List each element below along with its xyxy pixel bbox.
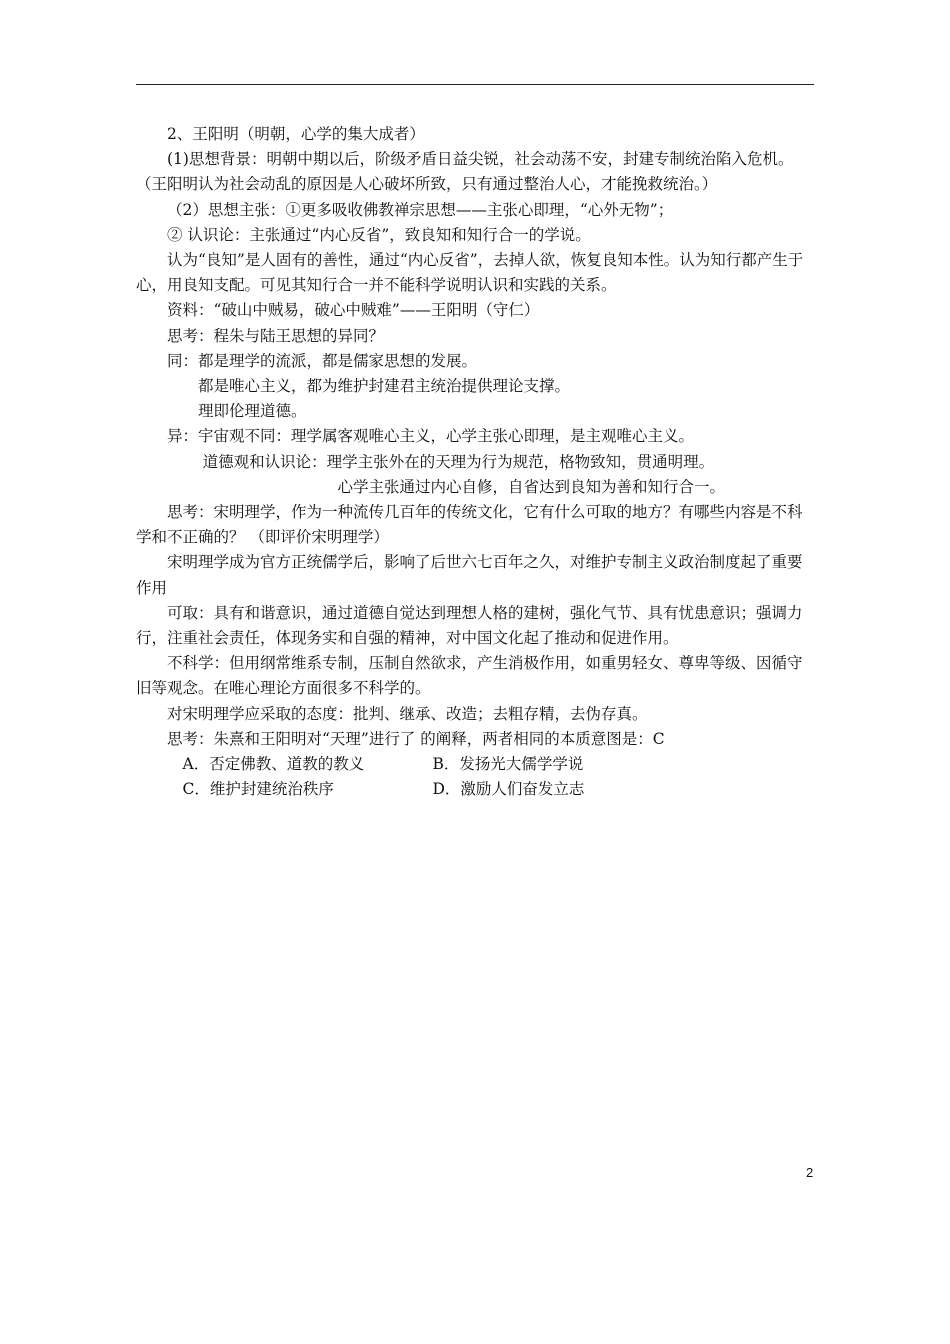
paragraph-epistemology: ② 认识论：主张通过“内心反省”，致良知和知行合一的学说。 [167, 225, 591, 244]
option-b: B．发扬光大儒学学说 [432, 755, 584, 774]
paragraph-question-3: 思考：朱熹和王阳明对“天理”进行了 的阐释，两者相同的本质意图是：C [167, 729, 665, 748]
paragraph-merits: 可取：具有和谐意识，通过道德自觉达到理想人格的建树，强化气节、具有忧患意识；强调力行，注重社会责任，体现务实和自强的精神，对中国文化起了推动和促进作用。 [136, 603, 803, 648]
paragraph-flaws: 不科学：但用纲常维系专制，压制自然欲求，产生消极作用，如重男轻女、尊卑等级、因循守旧等观念。在唯心理论方面很多不科学的。 [136, 654, 803, 698]
page-number: 2 [806, 1165, 814, 1180]
option-a: A．否定佛教、道教的教义 [182, 755, 365, 774]
paragraph-diff-3: 心学主张通过内心自修，自省达到良知为善和知行合一。 [337, 477, 726, 496]
option-c: C．维护封建统治秩序 [182, 780, 334, 799]
paragraph-question-2: 思考：宋明理学，作为一种流传几百年的传统文化，它有什么可取的地方？有哪些内容是不科学和不正确的？ （即评价宋明理学） [136, 503, 803, 547]
options-row-1 [136, 752, 816, 777]
paragraph-attitude: 对宋明理学应采取的态度：批判、继承、改造；去粗存精，去伪存真。 [167, 704, 648, 723]
options-row-2 [136, 777, 816, 802]
paragraph-same: 同：都是理学的流派，都是儒家思想的发展。 [167, 351, 478, 370]
header-rule [136, 84, 814, 85]
paragraph-same-3: 理即伦理道德。 [198, 402, 307, 421]
paragraph-ideas: （2）思想主张：①更多吸收佛教禅宗思想——主张心即理，“心外无物”； [167, 200, 674, 219]
paragraph-influence: 宋明理学成为官方正统儒学后，影响了后世六七百年之久，对维护专制主义政治制度起了重要作用 [136, 553, 803, 597]
paragraph-source: 资料：“破山中贼易，破心中贼难”——王阳明（守仁） [167, 301, 540, 320]
document-body [136, 122, 816, 802]
paragraph-diff-2: 道德观和认识论：理学主张外在的天理为行为规范，格物致知，贯通明理。 [202, 452, 715, 471]
paragraph-question-1: 思考：程朱与陆王思想的异同？ [167, 326, 385, 345]
paragraph-liangzhi: 认为“良知”是人固有的善性，通过“内心反省”，去掉人欲，恢复良知本性。认为知行都产生于心，用良知支配。可见其知行合一并不能科学说明认识和实践的关系。 [136, 251, 804, 295]
paragraph-background: (1)思想背景：明朝中期以后，阶级矛盾日益尖锐，社会动荡不安，封建专制统治陷入危机。（王阳明认为社会动乱的原因是人心破坏所致，只有通过整治人心，才能挽救统治。） [136, 150, 794, 194]
option-d: D．激励人们奋发立志 [432, 780, 585, 799]
section-heading: 2、王阳明（明朝，心学的集大成者） [167, 125, 425, 143]
paragraph-same-2: 都是唯心主义，都为维护封建君主统治提供理论支撑。 [198, 377, 571, 396]
paragraph-diff: 异：宇宙观不同：理学属客观唯心主义，心学主张心即理，是主观唯心主义。 [167, 427, 695, 446]
